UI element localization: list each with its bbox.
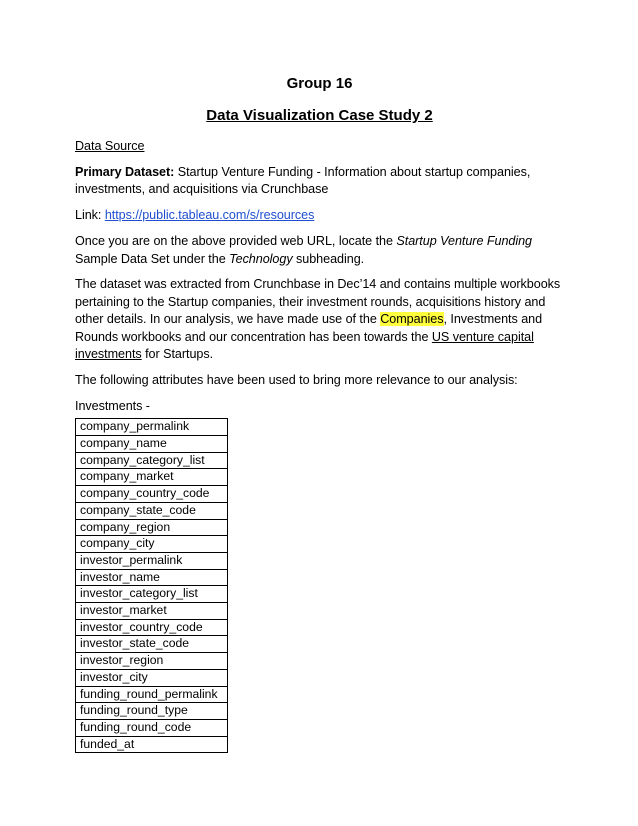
- attributes-intro-paragraph: The following attributes have been used to bring more relevance to our analysis:: [75, 372, 518, 387]
- link-paragraph: [75, 207, 564, 224]
- attribute-cell: investor_state_code: [76, 636, 228, 653]
- dataset-text-1: The dataset was extracted from Crunchbase in Dec’14 and contains multiple workbooks pertaining to the Startup companies, their investment rounds, acquisitions history and other details. In our analysis, we have made use of the: [75, 277, 561, 327]
- link-label: Link:: [75, 208, 105, 223]
- primary-dataset-label: Primary Dataset:: [75, 164, 175, 179]
- table-row: [76, 669, 228, 686]
- attribute-cell: company_country_code: [76, 486, 228, 503]
- table-row: [76, 736, 228, 753]
- attribute-cell: investor_name: [76, 569, 228, 586]
- primary-dataset-paragraph: [75, 164, 564, 199]
- tableau-resources-link[interactable]: https://public.tableau.com/s/resources: [104, 208, 315, 223]
- attribute-cell: funding_round_type: [76, 703, 228, 720]
- table-row: [76, 419, 228, 436]
- attribute-cell: company_state_code: [76, 502, 228, 519]
- attributes-table: [75, 418, 228, 753]
- document-title: Data Visualization Case Study 2: [206, 107, 433, 124]
- table-row: [76, 636, 228, 653]
- attribute-cell: funding_round_permalink: [76, 686, 228, 703]
- table-row: [76, 486, 228, 503]
- instructions-paragraph: [75, 233, 564, 268]
- table-row: [76, 619, 228, 636]
- table-row: [76, 469, 228, 486]
- table-row: [76, 586, 228, 603]
- table-row: [76, 719, 228, 736]
- attribute-cell: investor_city: [76, 669, 228, 686]
- attribute-cell: funded_at: [76, 736, 228, 753]
- section-heading-data-source: Data Source: [75, 139, 145, 153]
- attribute-cell: company_market: [76, 469, 228, 486]
- highlighted-companies: Companies: [380, 312, 444, 327]
- instructions-italic-dataset: Startup Venture Funding: [396, 234, 533, 249]
- table-row: [76, 536, 228, 553]
- table-row: [76, 502, 228, 519]
- table-row: [76, 519, 228, 536]
- underlined-us-vc: US venture capital investments: [75, 329, 534, 362]
- dataset-text-2: , Investments and Rounds workbooks and our concentration has been towards the: [75, 312, 543, 344]
- investments-label: Investments -: [75, 398, 150, 413]
- attribute-cell: investor_category_list: [76, 586, 228, 603]
- table-row: [76, 686, 228, 703]
- group-title: Group 16: [286, 75, 353, 92]
- attribute-cell: investor_permalink: [76, 552, 228, 569]
- instructions-italic-technology: Technology: [229, 251, 293, 266]
- table-row: [76, 603, 228, 620]
- table-row: [76, 452, 228, 469]
- attribute-cell: funding_round_code: [76, 719, 228, 736]
- dataset-text-3: for Startups.: [141, 347, 214, 362]
- attribute-cell: investor_country_code: [76, 619, 228, 636]
- table-row: [76, 552, 228, 569]
- attribute-cell: company_name: [76, 435, 228, 452]
- instructions-text-1: Once you are on the above provided web URL, locate the: [75, 234, 397, 249]
- attribute-cell: investor_region: [76, 653, 228, 670]
- instructions-text-2: Sample Data Set under the: [75, 251, 230, 266]
- attribute-cell: company_category_list: [76, 452, 228, 469]
- table-row: [76, 703, 228, 720]
- attribute-cell: company_region: [76, 519, 228, 536]
- primary-dataset-text: Startup Venture Funding - Information about startup companies, investments, and acquisitions via Crunchbase: [75, 164, 531, 197]
- table-row: [76, 653, 228, 670]
- attribute-cell: company_permalink: [76, 419, 228, 436]
- dataset-description-paragraph: [75, 276, 564, 363]
- attribute-cell: company_city: [76, 536, 228, 553]
- table-row: [76, 569, 228, 586]
- instructions-text-3: subheading.: [292, 251, 365, 266]
- table-row: [76, 435, 228, 452]
- attribute-cell: investor_market: [76, 603, 228, 620]
